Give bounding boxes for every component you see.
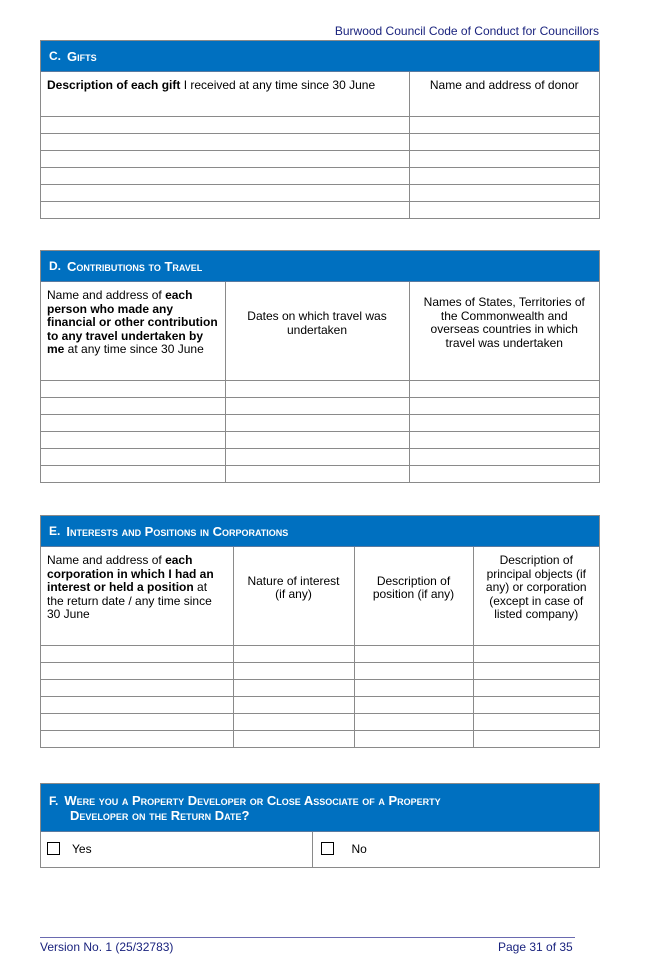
table-row — [41, 646, 599, 663]
table-cell[interactable] — [41, 731, 233, 748]
checkbox-icon[interactable] — [47, 842, 60, 855]
table-cell[interactable] — [225, 381, 409, 398]
section-header — [41, 251, 599, 282]
table-cell[interactable] — [409, 432, 599, 449]
table-row — [41, 117, 599, 134]
table-cell[interactable] — [41, 680, 233, 697]
table-header-row — [41, 547, 599, 629]
table-cell[interactable] — [41, 381, 225, 398]
table-cell[interactable] — [233, 646, 354, 663]
table-cell[interactable] — [41, 432, 225, 449]
gifts-table — [41, 72, 599, 218]
table-cell[interactable] — [41, 202, 409, 219]
blank-rows — [41, 629, 599, 747]
section-header — [41, 784, 599, 832]
table-row — [41, 185, 599, 202]
table-cell[interactable] — [473, 731, 599, 748]
table-row — [41, 398, 599, 415]
table-row — [41, 381, 599, 398]
section-letter: E. — [49, 524, 61, 538]
table-cell[interactable] — [354, 731, 473, 748]
table-row — [41, 168, 599, 185]
column-header: Nature of interest (if any) — [233, 547, 354, 629]
column-header: Names of States, Territories of the Commonwealth and overseas countries in which travel was undertaken — [409, 282, 599, 364]
table-cell[interactable] — [41, 646, 233, 663]
footer-divider — [40, 937, 575, 938]
table-row — [41, 415, 599, 432]
section-header — [41, 516, 599, 547]
table-cell[interactable] — [473, 629, 599, 646]
table-row — [41, 432, 599, 449]
table-row — [41, 663, 599, 680]
table-cell[interactable] — [409, 415, 599, 432]
table-cell[interactable] — [41, 663, 233, 680]
table-row — [41, 151, 599, 168]
table-cell[interactable] — [409, 117, 599, 134]
table-header-row — [41, 282, 599, 364]
table-cell[interactable] — [41, 714, 233, 731]
column-header: Name and address of each corporation in which I had an interest or held a position at the return date / any time since 30 June — [41, 547, 233, 629]
footer-page-number: Page 31 of 35 — [498, 940, 573, 954]
table-cell[interactable] — [354, 680, 473, 697]
table-row — [41, 202, 599, 219]
table-cell[interactable] — [225, 364, 409, 381]
table-cell[interactable] — [354, 646, 473, 663]
blank-rows — [41, 364, 599, 482]
table-row — [41, 697, 599, 714]
table-cell[interactable] — [473, 680, 599, 697]
running-header: Burwood Council Code of Conduct for Councillors — [334, 24, 599, 38]
section-property-developer — [40, 783, 600, 868]
section-title: Gifts — [67, 48, 97, 64]
section-letter: D. — [49, 259, 61, 273]
table-cell[interactable] — [354, 629, 473, 646]
section-title: Interests and Positions in Corporations — [66, 523, 289, 539]
table-cell[interactable] — [409, 100, 599, 117]
table-header-row — [41, 72, 599, 100]
table-cell[interactable] — [233, 680, 354, 697]
table-cell[interactable] — [409, 134, 599, 151]
option-no[interactable] — [312, 832, 599, 867]
table-cell[interactable] — [41, 364, 225, 381]
table-cell[interactable] — [41, 100, 409, 117]
table-row — [41, 100, 599, 117]
table-cell[interactable] — [233, 714, 354, 731]
table-cell[interactable] — [409, 185, 599, 202]
option-yes[interactable] — [41, 832, 312, 867]
table-cell[interactable] — [41, 134, 409, 151]
table-row — [41, 466, 599, 483]
table-cell[interactable] — [409, 168, 599, 185]
section-title-line: Developer on the Return Date? — [70, 807, 250, 823]
table-row — [41, 449, 599, 466]
table-cell[interactable] — [354, 663, 473, 680]
table-cell[interactable] — [409, 398, 599, 415]
table-cell[interactable] — [473, 697, 599, 714]
option-label: No — [351, 842, 367, 857]
table-cell[interactable] — [409, 449, 599, 466]
table-cell[interactable] — [409, 381, 599, 398]
section-title-line: F. Were you a Property Developer or Close Associate of a Property — [49, 792, 441, 808]
table-cell[interactable] — [409, 151, 599, 168]
table-cell[interactable] — [233, 629, 354, 646]
table-cell[interactable] — [41, 466, 225, 483]
checkbox-icon[interactable] — [321, 842, 334, 855]
section-title: Contributions to Travel — [67, 258, 203, 274]
column-header: Name and address of each person who made any financial or other contribution to any travel undertaken by me at any time since 30 June — [41, 282, 225, 364]
corporations-table — [41, 547, 599, 747]
table-row — [41, 731, 599, 748]
option-label: Yes — [72, 842, 92, 857]
table-cell[interactable] — [354, 714, 473, 731]
table-cell[interactable] — [473, 646, 599, 663]
table-row — [41, 364, 599, 381]
travel-table — [41, 282, 599, 482]
table-cell[interactable] — [225, 415, 409, 432]
table-cell[interactable] — [354, 697, 473, 714]
table-cell[interactable] — [233, 697, 354, 714]
table-cell[interactable] — [41, 398, 225, 415]
table-cell[interactable] — [225, 432, 409, 449]
table-cell[interactable] — [41, 168, 409, 185]
column-header: Dates on which travel was undertaken — [225, 282, 409, 364]
table-cell[interactable] — [41, 415, 225, 432]
section-contributions-to-travel — [40, 250, 600, 483]
table-cell[interactable] — [41, 185, 409, 202]
column-header: Description of each gift I received at any time since 30 June — [41, 72, 409, 100]
table-cell[interactable] — [473, 714, 599, 731]
table-cell[interactable] — [233, 731, 354, 748]
table-cell[interactable] — [225, 466, 409, 483]
section-header — [41, 41, 599, 72]
table-cell[interactable] — [41, 629, 233, 646]
column-header: Description of position (if any) — [354, 547, 473, 629]
table-row — [41, 680, 599, 697]
table-cell[interactable] — [41, 151, 409, 168]
section-interests-in-corporations — [40, 515, 600, 748]
footer-version: Version No. 1 (25/32783) — [40, 940, 174, 954]
section-gifts — [40, 40, 600, 219]
table-row — [41, 134, 599, 151]
blank-rows — [41, 100, 599, 218]
table-cell[interactable] — [41, 697, 233, 714]
property-developer-options — [41, 832, 599, 867]
table-row — [41, 629, 599, 646]
table-cell[interactable] — [409, 466, 599, 483]
table-cell[interactable] — [41, 449, 225, 466]
table-cell[interactable] — [409, 202, 599, 219]
table-cell[interactable] — [225, 449, 409, 466]
section-letter: C. — [49, 49, 61, 63]
column-header: Description of principal objects (if any) or corporation (except in case of listed company) — [473, 547, 599, 629]
table-cell[interactable] — [225, 398, 409, 415]
column-header: Name and address of donor — [409, 72, 599, 100]
table-cell[interactable] — [41, 117, 409, 134]
table-cell[interactable] — [233, 663, 354, 680]
table-cell[interactable] — [473, 663, 599, 680]
table-row — [41, 714, 599, 731]
table-cell[interactable] — [409, 364, 599, 381]
